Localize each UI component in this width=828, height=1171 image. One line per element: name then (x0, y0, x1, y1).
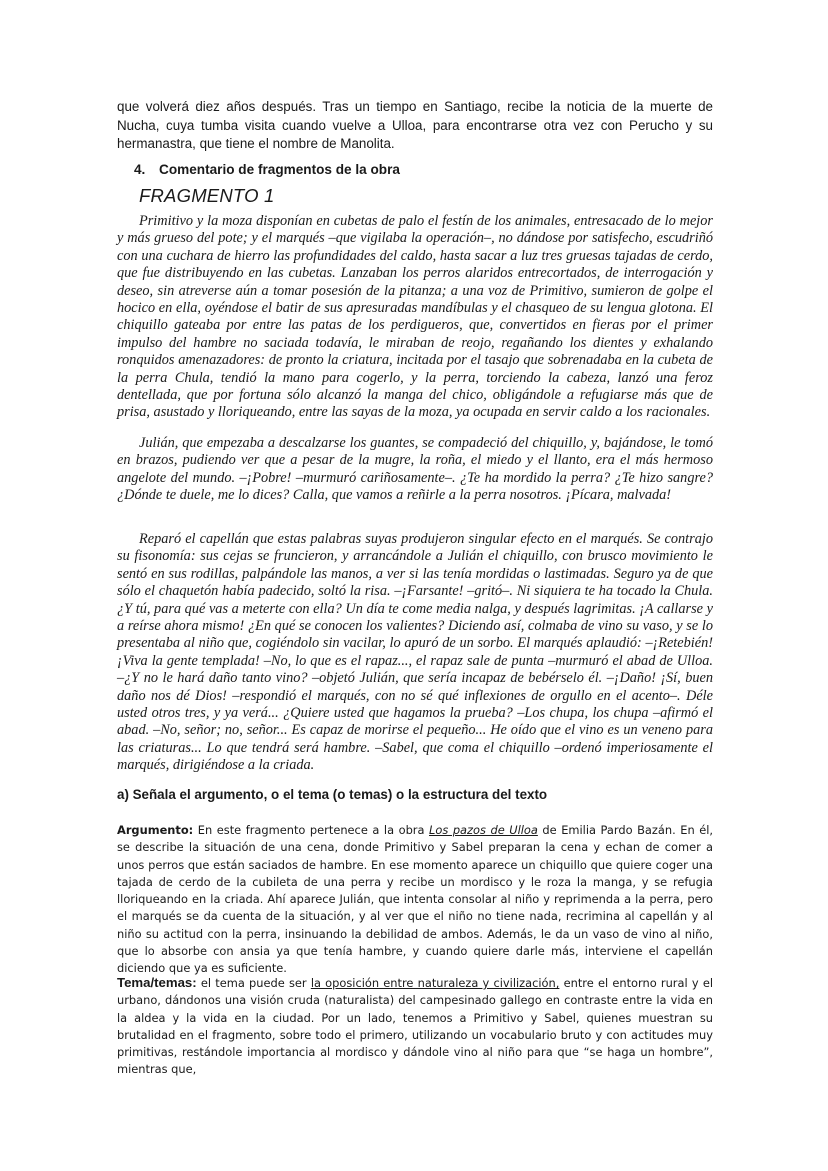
fragment-heading: FRAGMENTO 1 (139, 185, 275, 206)
fragment-paragraph-3: Reparó el capellán que estas palabras suyas produjeron singular efecto en el marqués. Se contrajo su fisonomía: sus cejas se fruncieron, y arrancándole a Julián el chiquillo, con brusco movimiento le sentó en sus rodillas, palpándole las manos, a ver si las tenía mordidas o lastimadas. Seguro ya de que sólo el chaquetón había padecido, soltó la risa. –¡Farsante! –gritó–. Ni siquiera te ha tocado la Chula. ¿Y tú, para qué vas a meterte con ella? Un día te come media nalga, y después lagrimitas. ¡A callarse y a reírse ahora mismo! ¿En qué se conocen los valientes? Diciendo así, colmaba de vino su vaso, y se lo presentaba al niño que, cogiéndolo sin vacilar, lo apuró de un sorbo. El marqués aplaudió: –¡Retebién! ¡Viva la gente templada! –No, lo que es el rapaz..., el rapaz sale de punta –murmuró el abad de Ulloa. –¿Y no le hará daño tanto vino? –objetó Julián, que sería incapaz de bebérselo él. –¡Daño! ¡Sí, buen daño nos dé Dios! –respondió el marqués, con no sé qué inflexiones de orgullo en el acento–. Déle usted otros tres, y ya verá... ¿Quiere usted que hagamos la prueba? –Los chupa, los chupa –afirmó el abad. –No, señor; no, señor... Es capaz de morirse el pequeño... He oído que el vino es un veneno para las criaturas... Lo que tendrá será hambre. –Sabel, que coma el chiquillo –ordenó imperiosamente el marqués, dirigiéndose a la criada. (117, 531, 713, 774)
argumento-paragraph (117, 822, 713, 978)
book-title: Los pazos de Ulloa (429, 823, 538, 837)
section-4-title: Comentario de fragmentos de la obra (159, 162, 400, 177)
tema-paragraph (117, 974, 713, 1079)
fragment-paragraph-1: Primitivo y la moza disponían en cubetas de palo el festín de los animales, entresacado de lo mejor y más grueso del pote; y el marqués –que vigilaba la operación–, no dándose por satisfecho, escudriñó con una cuchara de hierro las profundidades del caldo, hasta sacar a luz tres gruesas tajadas de cerdo, que fue distribuyendo en las cubetas. Lanzaban los perros alaridos entrecortados, de interrogación y deseo, sin atreverse aún a tomar posesión de la pitanza; a una voz de Primitivo, sumieron de golpe el hocico en ella, oyéndose el batir de sus apresuradas mandíbulas y el chasqueo de su lengua glotona. El chiquillo gateaba por entre las patas de los perdigueros, que, convertidos en fieras por el primer impulso del hambre no saciada todavía, le miraban de reojo, regañando los dientes y exhalando ronquidos amenazadores: de pronto la criatura, incitada por el tasajo que sobrenadaba en la cubeta de la perra Chula, tendió la mano para cogerlo, y la perra, torciendo la cabeza, lanzó una feroz dentellada, que por fortuna sólo alcanzó la manga del chico, obligándole a refugiarse más que de prisa, asustado y lloriqueando, entre las sayas de la moza, ya ocupada en servir caldo a los racionales. (117, 213, 713, 421)
section-a-heading: a) Señala el argumento, o el tema (o temas) o la estructura del texto (117, 787, 548, 802)
tema-label: Tema/temas: (117, 975, 197, 990)
intro-paragraph: que volverá diez años después. Tras un tiempo en Santiago, recibe la noticia de la muerte de Nucha, cuya tumba visita cuando vuelve a Ulloa, para encontrarse otra vez con Perucho y su hermanastra, que tiene el nombre de Manolita. (117, 99, 713, 151)
argumento-text-before: En este fragmento pertenece a la obra (193, 823, 430, 837)
argumento-text-after: de Emilia Pardo Bazán. En él, se describe la situación de una cena, donde Primitivo y Sabel preparan la cena y echan de comer a unos perros que están saciados de hambre. En ese momento aparece un chiquillo que quiere coger una tajada de cerdo de la cubileta de una perra y recibe un mordisco y le roza la manga, y se refugia lloriqueando en la criada. Ahí aparece Julián, que intenta consolar al niño y reprimenda a la perra, pero el marqués se da cuenta de la situación, y al ver que el niño no tiene nada, recrimina al capellán y al niño su actitud con la perra, insinuando la debilidad de ambos. Además, le da un vaso de vino al niño, que lo absorbe con ansia ya que tenía hambre, y cuando quiere darle más, interviene el capellán diciendo que ya es suficiente. (117, 823, 714, 976)
tema-underlined-phrase: la oposición entre naturaleza y civilización, (310, 976, 560, 990)
argumento-label: Argumento: (117, 823, 194, 837)
tema-text-after: entre el entorno rural y el urbano, dándonos una visión cruda (naturalista) del campesinado gallego en contraste entre la vida en la aldea y la vida en la ciudad. Por un lado, tenemos a Primitivo y Sabel, quienes muestran su brutalidad en el fragmento, sobre todo el primero, utilizando un vocabulario bruto y con actitudes muy primitivas, restándole importancia al mordisco y dándole vino al niño para que “se haga un hombre”, mientras que, (117, 976, 713, 1077)
tema-text-before: el tema puede ser (196, 976, 311, 990)
section-4-heading (134, 162, 400, 177)
fragment-paragraph-2: Julián, que empezaba a descalzarse los guantes, se compadeció del chiquillo, y, bajándose, le tomó en brazos, pudiendo ver que a pesar de la mugre, la roña, el miedo y el llanto, era el más hermoso angelote del mundo. –¡Pobre! –murmuró cariñosamente–. ¿Te ha mordido la perra? ¿Te hizo sangre? ¿Dónde te duele, me lo dices? Calla, que vamos a reñirle a la perra nosotros. ¡Pícara, malvada! (117, 435, 713, 504)
section-4-number: 4. (134, 162, 146, 177)
